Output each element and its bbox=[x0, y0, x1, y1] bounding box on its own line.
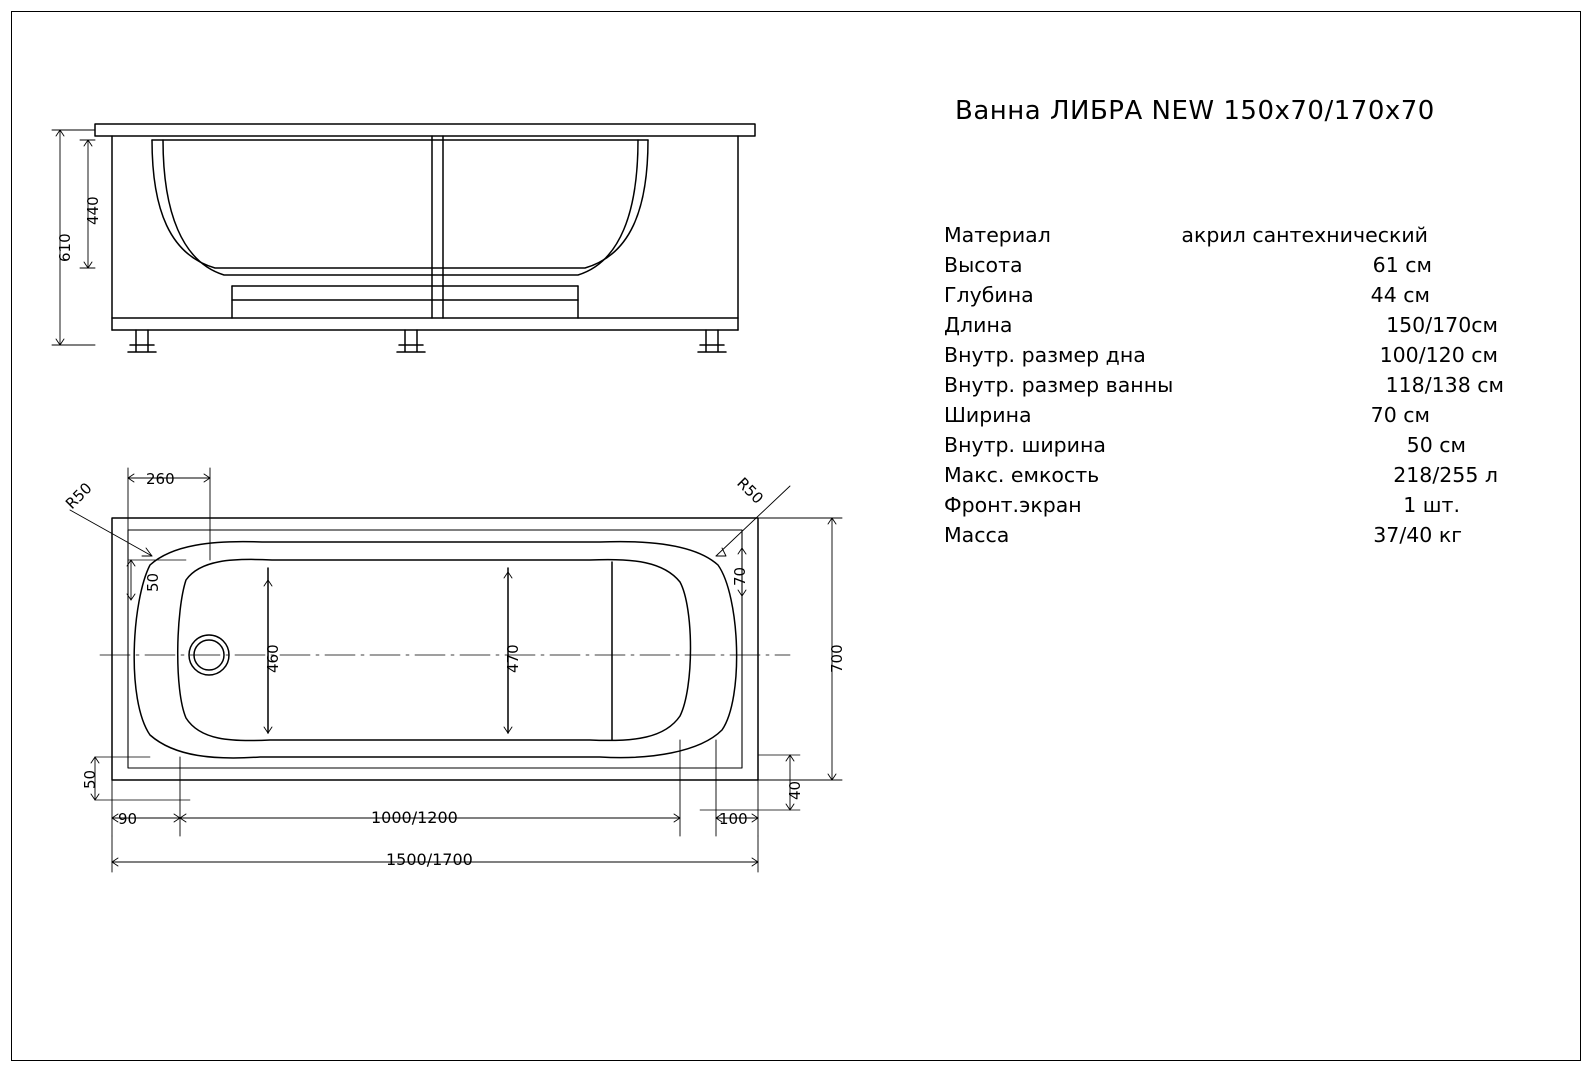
spec-row bbox=[944, 490, 1504, 520]
spec-key: Высота bbox=[944, 253, 1023, 277]
dimension-label-260: 260 bbox=[146, 470, 175, 488]
spec-row bbox=[944, 310, 1504, 340]
spec-key: Макс. емкость bbox=[944, 463, 1100, 487]
spec-value: 150/170см bbox=[1386, 313, 1498, 337]
spec-key: Масса bbox=[944, 523, 1010, 547]
spec-value: 44 см bbox=[1370, 283, 1430, 307]
spec-row bbox=[944, 520, 1504, 550]
spec-row bbox=[944, 460, 1504, 490]
spec-key: Материал bbox=[944, 223, 1051, 247]
spec-key: Внутр. размер дна bbox=[944, 343, 1146, 367]
dimension-label-700: 700 bbox=[828, 644, 846, 673]
spec-key: Фронт.экран bbox=[944, 493, 1082, 517]
specification-table bbox=[944, 220, 1504, 550]
dimension-label-470: 470 bbox=[504, 644, 522, 673]
spec-key: Ширина bbox=[944, 403, 1032, 427]
spec-row bbox=[944, 430, 1504, 460]
dimension-label-r50-left: R50 bbox=[62, 479, 96, 513]
spec-value: 118/138 см bbox=[1385, 373, 1504, 397]
spec-value: акрил сантехнический bbox=[1181, 223, 1428, 247]
spec-value: 100/120 см bbox=[1379, 343, 1498, 367]
spec-row bbox=[944, 280, 1504, 310]
spec-value: 218/255 л bbox=[1393, 463, 1498, 487]
dimension-label-50-left: 50 bbox=[144, 572, 162, 592]
dimension-label-50-bottom: 50 bbox=[81, 769, 99, 789]
dimension-label-100: 100 bbox=[719, 810, 748, 828]
spec-row bbox=[944, 340, 1504, 370]
dimension-label-40: 40 bbox=[786, 780, 804, 800]
spec-row bbox=[944, 250, 1504, 280]
dimension-label-1000-1200: 1000/1200 bbox=[371, 808, 458, 827]
spec-row bbox=[944, 370, 1504, 400]
dimension-label-1500-1700: 1500/1700 bbox=[386, 850, 473, 869]
spec-value: 70 см bbox=[1370, 403, 1430, 427]
dimension-label-460: 460 bbox=[264, 644, 282, 673]
spec-value: 1 шт. bbox=[1403, 493, 1460, 517]
spec-row bbox=[944, 400, 1504, 430]
spec-value: 37/40 кг bbox=[1373, 523, 1462, 547]
spec-row bbox=[944, 220, 1504, 250]
dimension-label-70-right: 70 bbox=[731, 566, 749, 586]
dimension-label-440: 440 bbox=[84, 196, 102, 225]
spec-key: Внутр. ширина bbox=[944, 433, 1106, 457]
spec-key: Длина bbox=[944, 313, 1013, 337]
drawing-title: Ванна ЛИБРА NEW 150x70/170x70 bbox=[955, 96, 1435, 126]
spec-key: Глубина bbox=[944, 283, 1034, 307]
dimension-label-610: 610 bbox=[56, 233, 74, 262]
dimension-label-r50-right: R50 bbox=[733, 474, 767, 508]
spec-key: Внутр. размер ванны bbox=[944, 373, 1174, 397]
spec-value: 50 см bbox=[1406, 433, 1466, 457]
dimension-label-90: 90 bbox=[118, 810, 138, 828]
spec-value: 61 см bbox=[1372, 253, 1432, 277]
